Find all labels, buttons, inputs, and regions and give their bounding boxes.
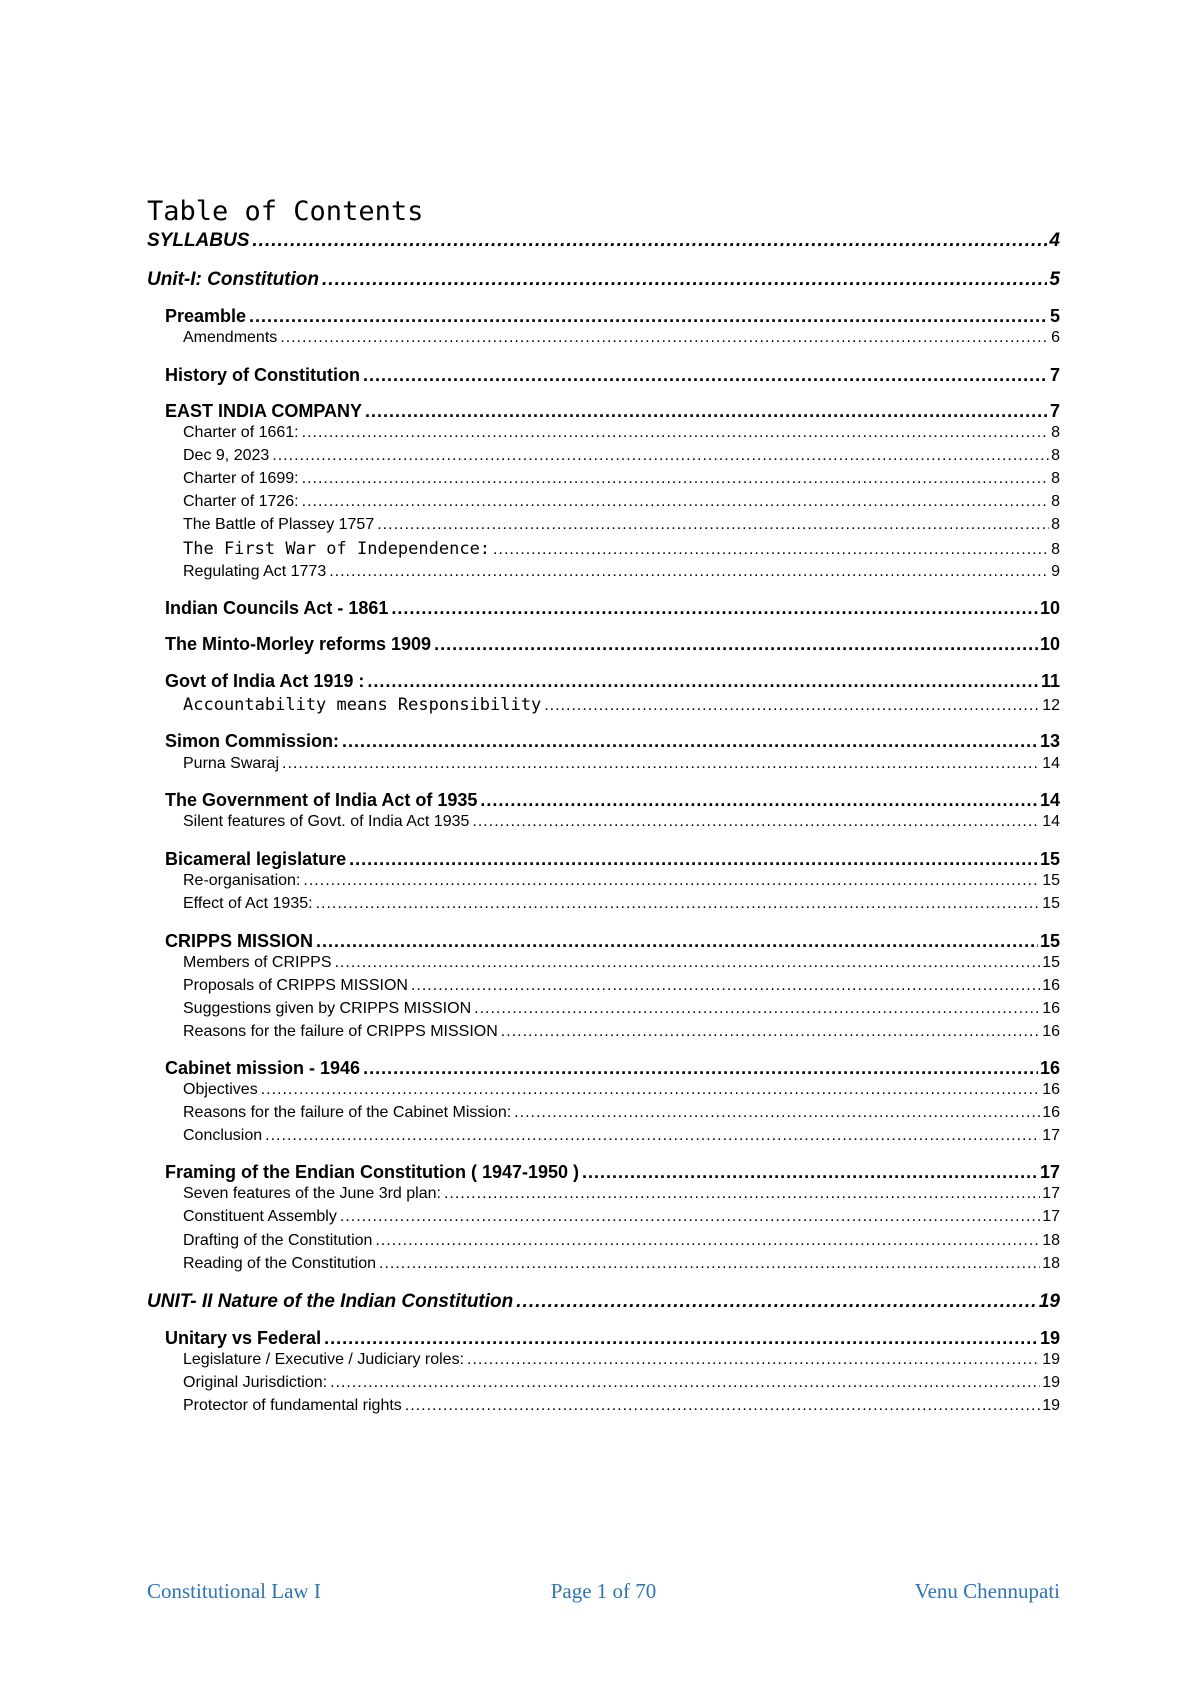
toc-entry-label: Govt of India Act 1919 : — [165, 671, 365, 691]
toc-entry-page: 14 — [1042, 813, 1060, 830]
toc-entry[interactable] — [183, 872, 1060, 890]
toc-entry-page: 8 — [1051, 541, 1060, 558]
toc-entry-label: Protector of fundamental rights — [183, 1397, 402, 1414]
toc-entry-page: 15 — [1039, 849, 1060, 869]
toc-entry-label: Legislature / Executive / Judiciary roles: — [183, 1351, 465, 1368]
toc-entry-label: Unitary vs Federal — [165, 1328, 322, 1348]
toc-entry-page: 7 — [1049, 401, 1060, 421]
toc-entry-page: 19 — [1042, 1374, 1060, 1391]
toc-leader-dots — [303, 872, 1040, 890]
toc-leader-dots — [434, 634, 1038, 655]
toc-entry-label: UNIT- II Nature of the Indian Constitution — [147, 1291, 514, 1312]
toc-entry[interactable] — [183, 424, 1060, 442]
toc-entry-page: 8 — [1051, 493, 1060, 510]
toc-entry-page: 14 — [1039, 790, 1060, 810]
toc-title: Table of Contents — [147, 196, 424, 227]
toc-entry-label: Amendments — [183, 329, 278, 346]
toc-entry[interactable] — [147, 269, 1060, 291]
toc-leader-dots — [302, 493, 1049, 511]
toc-leader-dots — [334, 954, 1040, 972]
toc-entry-page: 18 — [1042, 1232, 1060, 1249]
toc-entry-label: Purna Swaraj — [183, 755, 280, 772]
toc-entry-label: Bicameral legislature — [165, 849, 347, 869]
toc-entry-label: Charter of 1661: — [183, 424, 299, 441]
toc-entry-page: 16 — [1042, 1000, 1060, 1017]
toc-leader-dots — [544, 697, 1040, 715]
toc-entry-label: Members of CRIPPS — [183, 954, 332, 971]
toc-entry-label: The Minto-Morley reforms 1909 — [165, 634, 432, 654]
toc-leader-dots — [272, 447, 1049, 465]
toc-entry[interactable] — [183, 755, 1060, 773]
toc-entry-page: 18 — [1042, 1255, 1060, 1272]
toc-entry-page: 15 — [1039, 931, 1060, 951]
toc-entry-page: 10 — [1039, 634, 1060, 654]
toc-entry-page: 11 — [1040, 671, 1060, 691]
page-footer — [147, 1579, 1060, 1609]
toc-leader-dots — [365, 401, 1048, 422]
toc-leader-dots — [391, 598, 1038, 619]
toc-entry[interactable] — [183, 516, 1060, 534]
toc-entry-label: Drafting of the Constitution — [183, 1232, 373, 1249]
toc-leader-dots — [516, 1291, 1037, 1313]
toc-leader-dots — [330, 1374, 1040, 1392]
toc-entry-label: Simon Commission: — [165, 731, 340, 751]
toc-entry-page: 17 — [1039, 1162, 1060, 1182]
toc-entry-label: SYLLABUS — [147, 230, 250, 251]
toc-entry-label: Charter of 1699: — [183, 470, 299, 487]
toc-leader-dots — [379, 1255, 1040, 1273]
toc-entry[interactable] — [183, 1208, 1060, 1226]
toc-entry-page: 5 — [1049, 269, 1060, 290]
toc-leader-dots — [349, 849, 1038, 870]
toc-entry-label: The Battle of Plassey 1757 — [183, 516, 375, 533]
toc-entry-label: History of Constitution — [165, 365, 360, 385]
toc-entry[interactable] — [183, 813, 1060, 831]
toc-entry-page: 8 — [1051, 516, 1060, 533]
toc-entry[interactable] — [165, 365, 1060, 386]
toc-leader-dots — [340, 1208, 1040, 1226]
footer-author: Venu Chennupati — [914, 1579, 1060, 1603]
toc-leader-dots — [444, 1185, 1040, 1203]
toc-leader-dots — [474, 1000, 1040, 1018]
toc-entry-page: 8 — [1051, 424, 1060, 441]
toc-entry-page: 13 — [1039, 731, 1060, 751]
toc-leader-dots — [514, 1104, 1040, 1122]
toc-leader-dots — [249, 306, 1048, 327]
toc-entry[interactable] — [165, 790, 1060, 811]
toc-entry-page: 6 — [1051, 329, 1060, 346]
toc-entry-page: 15 — [1042, 872, 1060, 889]
toc-leader-dots — [472, 813, 1040, 831]
toc-entry-label: Reasons for the failure of CRIPPS MISSION — [183, 1023, 498, 1040]
toc-entry-page: 16 — [1042, 1104, 1060, 1121]
toc-leader-dots — [367, 671, 1039, 692]
toc-entry-page: 4 — [1049, 230, 1060, 251]
toc-entry[interactable] — [147, 1291, 1060, 1313]
toc-entry[interactable] — [165, 1328, 1060, 1349]
toc-entry-label: Objectives — [183, 1081, 258, 1098]
toc-entry-page: 12 — [1042, 697, 1060, 714]
toc-entry[interactable] — [183, 1000, 1060, 1018]
toc-entry[interactable] — [183, 1104, 1060, 1122]
toc-leader-dots — [282, 755, 1040, 773]
toc-entry[interactable] — [183, 447, 1060, 465]
toc-entry[interactable] — [183, 1232, 1060, 1250]
toc-entry-page: 15 — [1042, 895, 1060, 912]
toc-entry-label: The First War of Independence: — [183, 539, 491, 559]
toc-leader-dots — [261, 1081, 1041, 1099]
toc-entry-page: 7 — [1049, 365, 1060, 385]
toc-entry-label: Original Jurisdiction: — [183, 1374, 328, 1391]
toc-entry-label: Cabinet mission - 1946 — [165, 1058, 361, 1078]
toc-entry-page: 8 — [1051, 470, 1060, 487]
toc-leader-dots — [302, 424, 1049, 442]
toc-entry-label: Reading of the Constitution — [183, 1255, 377, 1272]
toc-leader-dots — [375, 1232, 1040, 1250]
toc-leader-dots — [501, 1023, 1040, 1041]
toc-entry-page: 17 — [1042, 1185, 1060, 1202]
toc-entry[interactable] — [183, 1185, 1060, 1203]
toc-entry-page: 19 — [1038, 1291, 1060, 1312]
toc-entry-label: Accountability means Responsibility — [183, 695, 542, 715]
toc-leader-dots — [480, 790, 1038, 811]
toc-entry-page: 17 — [1042, 1127, 1060, 1144]
toc-leader-dots — [322, 269, 1047, 291]
toc-leader-dots — [265, 1127, 1040, 1145]
toc-leader-dots — [405, 1397, 1040, 1415]
toc-entry[interactable] — [183, 1397, 1060, 1415]
toc-entry-label: Unit-I: Constitution — [147, 269, 320, 290]
toc-leader-dots — [582, 1162, 1038, 1183]
toc-entry[interactable] — [183, 1081, 1060, 1099]
footer-page-number: Page 1 of 70 — [550, 1579, 657, 1603]
toc-entry-page: 19 — [1042, 1397, 1060, 1414]
toc-entry-page: 19 — [1039, 1328, 1060, 1348]
toc-entry[interactable] — [165, 598, 1060, 619]
toc-entry[interactable] — [165, 671, 1060, 692]
toc-leader-dots — [493, 541, 1049, 559]
toc-entry[interactable] — [165, 1162, 1060, 1183]
toc-entry[interactable] — [165, 401, 1060, 422]
toc-leader-dots — [342, 731, 1038, 752]
toc-entry[interactable] — [165, 849, 1060, 870]
toc-entry-page: 9 — [1051, 563, 1060, 580]
toc-leader-dots — [280, 329, 1049, 347]
toc-leader-dots — [363, 365, 1048, 386]
toc-entry-page: 16 — [1042, 1081, 1060, 1098]
toc-entry-label: Seven features of the June 3rd plan: — [183, 1185, 441, 1202]
toc-entry[interactable] — [183, 1127, 1060, 1145]
toc-entry[interactable] — [183, 954, 1060, 972]
toc-entry[interactable] — [183, 1255, 1060, 1273]
toc-leader-dots — [302, 470, 1049, 488]
toc-entry-label: Regulating Act 1773 — [183, 563, 327, 580]
toc-entry-page: 15 — [1042, 954, 1060, 971]
toc-entry-label: Constituent Assembly — [183, 1208, 337, 1225]
toc-entry-page: 14 — [1042, 755, 1060, 772]
toc-entry[interactable] — [147, 230, 1060, 252]
toc-entry-page: 16 — [1042, 1023, 1060, 1040]
toc-entry[interactable] — [165, 1058, 1060, 1079]
toc-entry[interactable] — [165, 931, 1060, 952]
toc-entry-label: Preamble — [165, 306, 247, 326]
toc-entry-page: 8 — [1051, 447, 1060, 464]
toc-entry-label: Silent features of Govt. of India Act 1935 — [183, 813, 470, 830]
toc-entry-label: Indian Councils Act - 1861 — [165, 598, 389, 618]
toc-entry-label: EAST INDIA COMPANY — [165, 401, 363, 421]
toc-entry[interactable] — [165, 634, 1060, 655]
toc-entry[interactable] — [183, 977, 1060, 995]
toc-entry[interactable] — [183, 1351, 1060, 1369]
toc-entry-label: Proposals of CRIPPS MISSION — [183, 977, 408, 994]
toc-leader-dots — [329, 563, 1049, 581]
toc-entry-page: 16 — [1042, 977, 1060, 994]
toc-entry-page: 5 — [1049, 306, 1060, 326]
toc-entry-label: Effect of Act 1935: — [183, 895, 313, 912]
toc-entry-label: Charter of 1726: — [183, 493, 299, 510]
toc-leader-dots — [316, 895, 1041, 913]
toc-leader-dots — [411, 977, 1040, 995]
toc-entry-label: The Government of India Act of 1935 — [165, 790, 478, 810]
toc-entry[interactable] — [183, 563, 1060, 581]
toc-entry-label: Re-organisation: — [183, 872, 301, 889]
toc-leader-dots — [377, 516, 1049, 534]
toc-entry-page: 17 — [1042, 1208, 1060, 1225]
toc-leader-dots — [252, 230, 1047, 252]
toc-entry-page: 16 — [1039, 1058, 1060, 1078]
toc-entry[interactable] — [183, 329, 1060, 347]
toc-entry-label: Suggestions given by CRIPPS MISSION — [183, 1000, 472, 1017]
toc-entry-label: Reasons for the failure of the Cabinet Mission: — [183, 1104, 512, 1121]
toc-entry[interactable] — [183, 1023, 1060, 1041]
footer-document-title: Constitutional Law I — [147, 1579, 321, 1603]
toc-entry-page: 19 — [1042, 1351, 1060, 1368]
toc-entry[interactable] — [183, 1374, 1060, 1392]
toc-entry[interactable] — [183, 695, 1060, 715]
toc-entry-label: Framing of the Endian Constitution ( 1947-1950 ) — [165, 1162, 580, 1182]
toc-entry[interactable] — [183, 470, 1060, 488]
toc-leader-dots — [324, 1328, 1038, 1349]
toc-leader-dots — [363, 1058, 1038, 1079]
toc-entry[interactable] — [183, 539, 1060, 559]
toc-entry[interactable] — [165, 306, 1060, 327]
toc-entry[interactable] — [183, 493, 1060, 511]
toc-leader-dots — [316, 931, 1038, 952]
toc-entry-label: Conclusion — [183, 1127, 263, 1144]
toc-entry[interactable] — [165, 731, 1060, 752]
toc-entry-page: 10 — [1039, 598, 1060, 618]
toc-entry-label: Dec 9, 2023 — [183, 447, 270, 464]
toc-entry[interactable] — [183, 895, 1060, 913]
toc-leader-dots — [467, 1351, 1040, 1369]
toc-entry-label: CRIPPS MISSION — [165, 931, 314, 951]
